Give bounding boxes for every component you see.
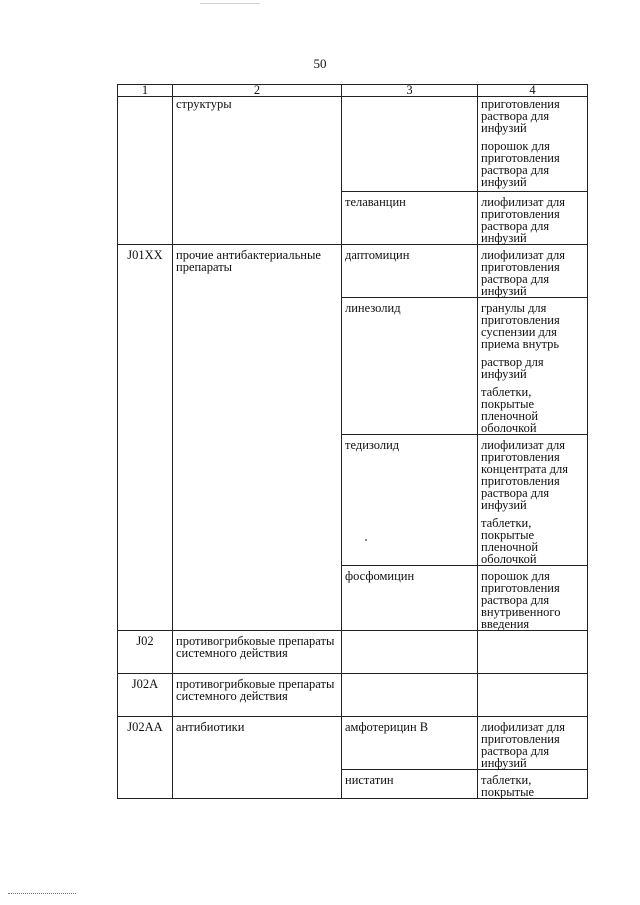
atc-code-cell: J02: [118, 631, 173, 674]
dosage-form: лиофилизат для приготовления концентрата для приготовления раствора для инфузий: [481, 438, 569, 512]
dosage-form: таблетки, покрытые пленочной оболочкой: [481, 385, 539, 435]
dosage-form-cell: [478, 674, 588, 717]
drug-name-cell: линезолид: [342, 298, 478, 435]
dosage-form-cell: [478, 298, 588, 435]
drug-table: [117, 84, 588, 799]
drug-name-cell: тедизолид: [342, 435, 478, 566]
dosage-form-cell: [478, 717, 588, 770]
group-name-cell: противогрибковые препараты системного действия: [173, 631, 342, 674]
dosage-form-cell: [478, 770, 588, 799]
dosage-form: лиофилизат для приготовления раствора для инфузий: [481, 195, 565, 245]
group-name-cell: прочие антибактериальные препараты: [173, 245, 342, 631]
dosage-form: лиофилизат для приготовления раствора для инфузий: [481, 248, 565, 298]
dosage-form-cell: [478, 631, 588, 674]
atc-code-cell: [118, 97, 173, 245]
drug-name-cell: нистатин: [342, 770, 478, 799]
dosage-form: таблетки, покрытые пленочной оболочкой: [481, 516, 539, 566]
table-row: [118, 631, 588, 674]
group-name-cell: противогрибковые препараты системного действия: [173, 674, 342, 717]
scan-artifact: [200, 3, 260, 4]
atc-code-cell: J02A: [118, 674, 173, 717]
dosage-form-cell: [478, 566, 588, 631]
drug-name-cell: телаванцин: [342, 192, 478, 245]
dosage-form: таблетки, покрытые: [481, 773, 535, 799]
drug-name-cell: амфотерицин В: [342, 717, 478, 770]
drug-name-cell: [342, 631, 478, 674]
drug-name-cell: [342, 674, 478, 717]
dosage-form: приготовления раствора для инфузий: [481, 97, 560, 135]
footer-scan-mark: [8, 893, 76, 896]
atc-code-cell: J02AA: [118, 717, 173, 799]
dosage-form: порошок для приготовления раствора для внутривенного введения: [481, 569, 561, 631]
table-row: [118, 97, 588, 192]
table-row: [118, 717, 588, 770]
dosage-form-cell: [478, 245, 588, 298]
drug-name-cell: [342, 97, 478, 192]
column-header: 4: [478, 85, 588, 97]
dosage-form-cell: [478, 97, 588, 192]
page-number: 50: [313, 56, 327, 71]
group-name-cell: антибиотики: [173, 717, 342, 799]
drug-name-cell: даптомицин: [342, 245, 478, 298]
dosage-form: порошок для приготовления раствора для инфузий: [481, 139, 560, 189]
dosage-form: лиофилизат для приготовления раствора для инфузий: [481, 720, 565, 770]
dosage-form: раствор для инфузий: [481, 355, 544, 381]
scan-speck: [365, 539, 367, 541]
group-name-cell: структуры: [173, 97, 342, 245]
dosage-form: гранулы для приготовления суспензии для приема внутрь: [481, 301, 560, 351]
column-header: 3: [342, 85, 478, 97]
dosage-form-cell: [478, 192, 588, 245]
drug-name-cell: фосфомицин: [342, 566, 478, 631]
table-header-row: [118, 85, 588, 97]
column-header: 1: [118, 85, 173, 97]
atc-code-cell: J01XX: [118, 245, 173, 631]
table-row: [118, 245, 588, 298]
dosage-form-cell: [478, 435, 588, 566]
column-header: 2: [173, 85, 342, 97]
table-row: [118, 674, 588, 717]
